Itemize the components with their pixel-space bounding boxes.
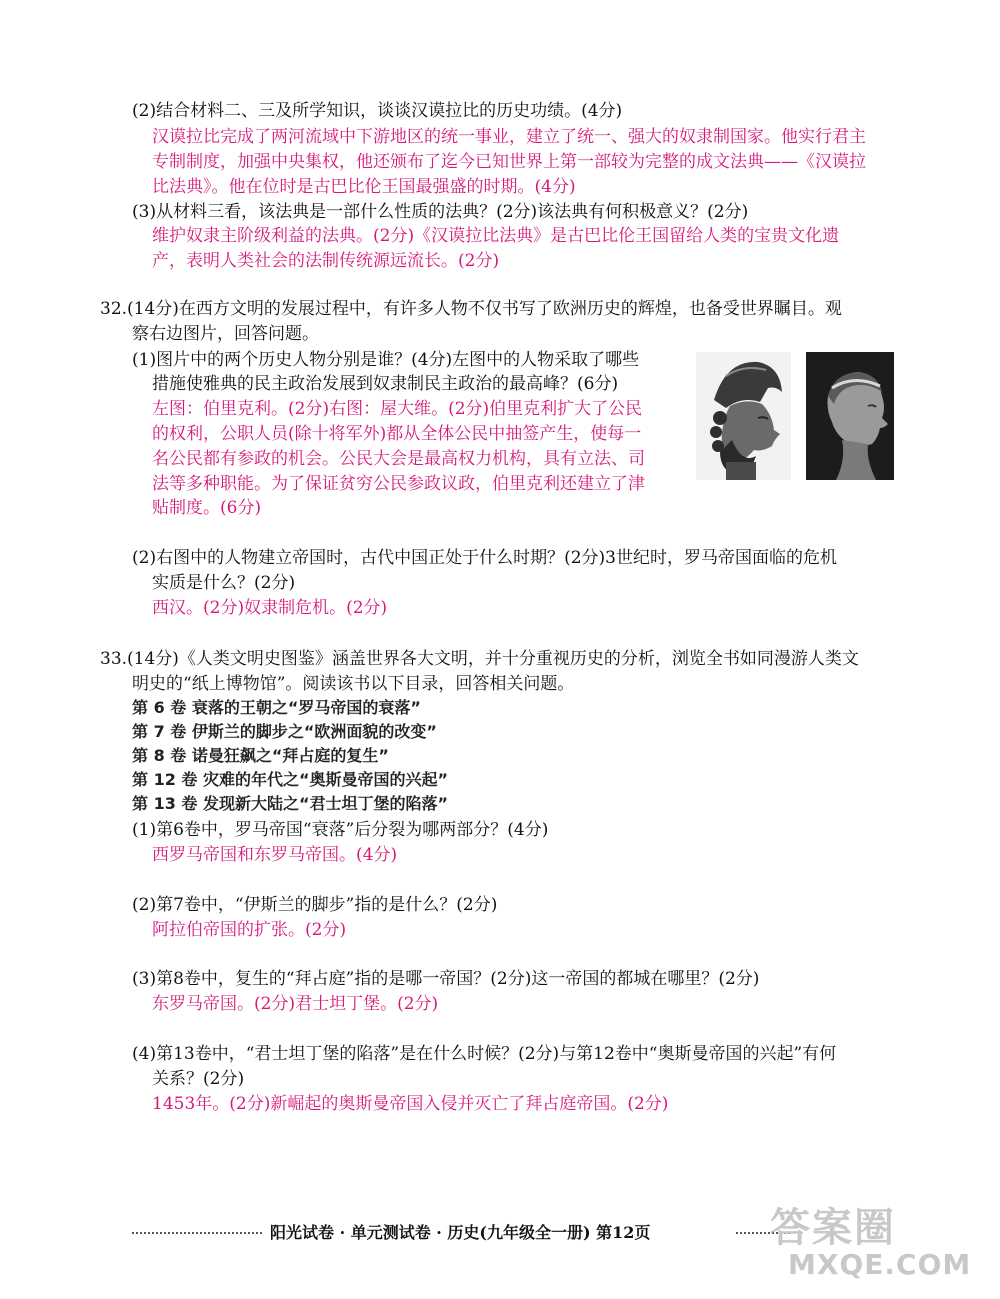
q32-part1-answer-line4: 法等多种职能。为了保证贫穷公民参政议政，伯里克利还建立了津 <box>152 474 645 494</box>
q31-part2-answer-line2: 专制制度，加强中央集权，他还颁布了迄今已知世界上第一部较为完整的成文法典——《汉谟拉 <box>152 152 866 172</box>
q33-toc-item: 第 12 卷 灾难的年代之“奥斯曼帝国的兴起” <box>132 770 449 789</box>
watermark-logo: 答案圈 <box>770 1205 896 1251</box>
q32-part1-answer-line2: 的权利，公职人员(除十将军外)都从全体公民中抽签产生，使每一 <box>152 424 642 444</box>
q32-part2-question-line1: (2)右图中的人物建立帝国时，古代中国正处于什么时期？(2分)3世纪时，罗马帝国面临的危机 <box>132 548 837 568</box>
q32-part2-question-line2: 实质是什么？(2分) <box>152 573 296 593</box>
q33-part2-question: (2)第7卷中，“伊斯兰的脚步”指的是什么？(2分) <box>132 895 498 915</box>
augustus-bust-image <box>806 352 894 480</box>
q31-part2-answer-line3: 比法典》。他在位时是古巴比伦王国最强盛的时期。(4分) <box>152 177 576 197</box>
q31-part3-answer-line2: 产，表明人类社会的法制传统源远流长。(2分) <box>152 251 500 271</box>
q32-part1-answer-line3: 名公民都有参政的机会。公民大会是最高权力机构，具有立法、司 <box>152 449 645 469</box>
q33-toc-item: 第 6 卷 衰落的王朝之“罗马帝国的衰落” <box>132 698 421 717</box>
q33-intro-line1: 33.(14分)《人类文明史图鉴》涵盖世界各大文明，并十分重视历史的分析，浏览全书如同漫游人类文 <box>100 649 859 669</box>
q31-part3-question: (3)从材料三看，该法典是一部什么性质的法典？(2分)该法典有何积极意义？(2分) <box>132 202 749 222</box>
q31-part2-question: (2)结合材料二、三及所学知识，谈谈汉谟拉比的历史功绩。(4分) <box>132 101 623 121</box>
q32-part2-answer: 西汉。(2分)奴隶制危机。(2分) <box>152 598 388 618</box>
footer-rule-left <box>132 1232 262 1234</box>
q33-part4-question-line2: 关系？(2分) <box>152 1069 245 1089</box>
q32-part1-answer-line1: 左图：伯里克利。(2分)右图：屋大维。(2分)伯里克利扩大了公民 <box>152 399 643 419</box>
q33-part3-answer: 东罗马帝国。(2分)君士坦丁堡。(2分) <box>152 994 439 1014</box>
q32-part1-question-line2: 措施使雅典的民主政治发展到奴隶制民主政治的最高峰？(6分) <box>152 374 619 394</box>
q33-part3-question: (3)第8卷中，复生的“拜占庭”指的是哪一帝国？(2分)这一帝国的都城在哪里？(2分) <box>132 969 760 989</box>
q32-intro-line2: 察右边图片，回答问题。 <box>132 324 319 344</box>
q32-part1-answer-line5: 贴制度。(6分) <box>152 498 262 518</box>
q33-toc-item: 第 7 卷 伊斯兰的脚步之“欧洲面貌的改变” <box>132 722 437 741</box>
q33-part4-answer: 1453年。(2分)新崛起的奥斯曼帝国入侵并灭亡了拜占庭帝国。(2分) <box>152 1094 669 1114</box>
q31-part2-answer-line1: 汉谟拉比完成了两河流域中下游地区的统一事业，建立了统一、强大的奴隶制国家。他实行君主 <box>152 127 866 147</box>
q31-part3-answer-line1: 维护奴隶主阶级利益的法典。(2分)《汉谟拉比法典》是古巴比伦王国留给人类的宝贵文化遗 <box>152 226 840 246</box>
q33-part4-question-line1: (4)第13卷中，“君士坦丁堡的陷落”是在什么时候？(2分)与第12卷中“奥斯曼帝国的兴起”有何 <box>132 1044 837 1064</box>
q33-part1-answer: 西罗马帝国和东罗马帝国。(4分) <box>152 845 398 865</box>
q33-intro-line2: 明史的“纸上博物馆”。阅读该书以下目录，回答相关问题。 <box>132 674 575 694</box>
q33-part2-answer: 阿拉伯帝国的扩张。(2分) <box>152 920 347 940</box>
q33-toc-item: 第 8 卷 诺曼狂飙之“拜占庭的复生” <box>132 746 389 765</box>
q33-toc-item: 第 13 卷 发现新大陆之“君士坦丁堡的陷落” <box>132 794 449 813</box>
q33-part1-question: (1)第6卷中，罗马帝国“衰落”后分裂为哪两部分？(4分) <box>132 820 549 840</box>
q32-part1-question-line1: (1)图片中的两个历史人物分别是谁？(4分)左图中的人物采取了哪些 <box>132 350 640 370</box>
pericles-bust-image <box>696 352 791 480</box>
footer-text: 阳光试卷 · 单元测试卷 · 历史(九年级全一册) 第12页 <box>270 1223 651 1242</box>
watermark-url: MXQE.COM <box>788 1248 972 1281</box>
watermark <box>764 1196 984 1286</box>
q32-intro-line1: 32.(14分)在西方文明的发展过程中，有许多人物不仅书写了欧洲历史的辉煌，也备受世界瞩目。观 <box>100 299 842 319</box>
